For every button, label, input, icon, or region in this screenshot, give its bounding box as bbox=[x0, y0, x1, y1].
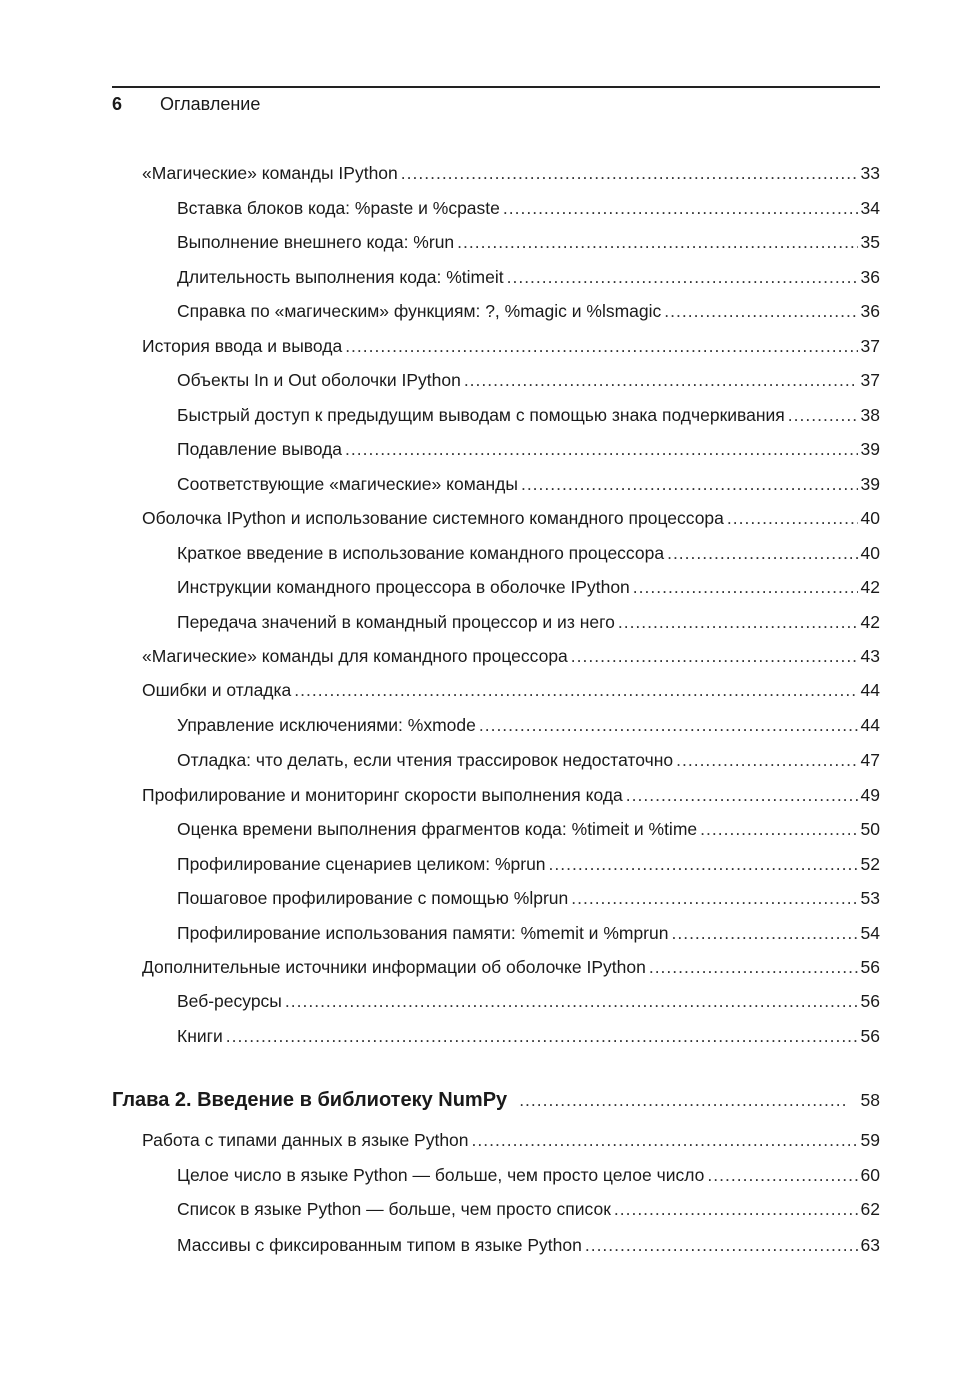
toc-section-entry[interactable] bbox=[142, 782, 880, 808]
toc-entry-page: 56 bbox=[860, 1026, 880, 1046]
dot-leader bbox=[549, 851, 858, 877]
toc-subsection-entry[interactable] bbox=[177, 402, 880, 428]
toc-entry-title: Передача значений в командный процессор и из него bbox=[177, 612, 615, 632]
toc-subsection-entry[interactable] bbox=[177, 1162, 880, 1188]
toc-subsection-entry[interactable] bbox=[177, 1232, 880, 1258]
dot-leader bbox=[345, 436, 858, 462]
dot-leader bbox=[664, 298, 857, 324]
toc-entry-title: Работа с типами данных в языке Python bbox=[142, 1130, 469, 1150]
dot-leader bbox=[345, 333, 857, 359]
toc-entry-page: 59 bbox=[860, 1130, 880, 1150]
toc-entry-page: 35 bbox=[860, 232, 880, 252]
toc-section-entry[interactable] bbox=[142, 643, 880, 669]
toc-entry-page: 40 bbox=[860, 508, 880, 528]
toc-entry-page: 33 bbox=[860, 163, 880, 183]
dot-leader bbox=[503, 195, 858, 221]
toc-entry-page: 44 bbox=[860, 680, 880, 700]
toc-section-entry[interactable] bbox=[142, 954, 880, 980]
toc-entry-title: Подавление вывода bbox=[177, 439, 343, 459]
toc-subsection-entry[interactable] bbox=[177, 851, 880, 877]
toc-subsection-entry[interactable] bbox=[177, 988, 880, 1014]
dot-leader bbox=[618, 609, 858, 635]
toc-entry-page: 39 bbox=[860, 439, 880, 459]
toc-entry-page: 36 bbox=[860, 267, 880, 287]
dot-leader bbox=[727, 505, 858, 531]
toc-subsection-entry[interactable] bbox=[177, 436, 880, 462]
toc-entry-page: 52 bbox=[860, 854, 880, 874]
dot-leader bbox=[671, 920, 857, 946]
toc-subsection-entry[interactable] bbox=[177, 264, 880, 290]
toc-entry-title: Пошаговое профилирование с помощью %lprun bbox=[177, 888, 569, 908]
toc-entry-page: 56 bbox=[860, 991, 880, 1011]
toc-subsection-entry[interactable] bbox=[177, 229, 880, 255]
toc-entry-title: Соответствующие «магические» команды bbox=[177, 474, 518, 494]
toc-entry-title: Профилирование сценариев целиком: %prun bbox=[177, 854, 546, 874]
toc-entry-title: Управление исключениями: %xmode bbox=[177, 715, 476, 735]
dot-leader bbox=[226, 1023, 858, 1049]
toc-entry-title: История ввода и вывода bbox=[142, 336, 343, 356]
dot-leader bbox=[294, 677, 857, 703]
toc-entry-title: Отладка: что делать, если чтения трассировок недостаточно bbox=[177, 750, 674, 770]
toc-section-entry[interactable] bbox=[142, 505, 880, 531]
toc-chapter-title: Глава 2. Введение в библиотеку NumPy bbox=[112, 1089, 508, 1111]
dot-leader bbox=[585, 1232, 858, 1258]
toc-entry-title: Веб-ресурсы bbox=[177, 991, 282, 1011]
toc-entry-title: Выполнение внешнего кода: %run bbox=[177, 232, 455, 252]
toc-entry-title: Краткое введение в использование командного процессора bbox=[177, 543, 665, 563]
toc-entry-page: 37 bbox=[860, 370, 880, 390]
toc-entry-title: «Магические» команды IPython bbox=[142, 163, 398, 183]
dot-leader bbox=[521, 471, 858, 497]
running-head: Оглавление bbox=[160, 94, 261, 114]
dot-leader bbox=[472, 1127, 858, 1153]
page-header bbox=[112, 94, 880, 118]
dot-leader bbox=[614, 1196, 858, 1222]
dot-leader bbox=[571, 885, 857, 911]
toc-entry-title: Быстрый доступ к предыдущим выводам с помощью знака подчеркивания bbox=[177, 405, 785, 425]
dot-leader bbox=[633, 574, 858, 600]
toc-entry-page: 60 bbox=[860, 1165, 880, 1185]
dot-leader bbox=[700, 816, 857, 842]
dot-leader bbox=[479, 712, 858, 738]
header-rule bbox=[112, 86, 880, 88]
toc-entry-title: Длительность выполнения кода: %timeit bbox=[177, 267, 504, 287]
dot-leader bbox=[519, 1085, 848, 1115]
toc-entry-title: Профилирование использования памяти: %memit и %mprun bbox=[177, 923, 669, 943]
toc-entry-page: 42 bbox=[860, 577, 880, 597]
toc-entry-page: 39 bbox=[860, 474, 880, 494]
dot-leader bbox=[571, 643, 858, 669]
dot-leader bbox=[649, 954, 858, 980]
toc-entry-title: Справка по «магическим» функциям: ?, %magic и %lsmagic bbox=[177, 301, 662, 321]
toc-subsection-entry[interactable] bbox=[177, 712, 880, 738]
toc-entry-page: 62 bbox=[860, 1199, 880, 1219]
toc-entry-title: «Магические» команды для командного процессора bbox=[142, 646, 568, 666]
toc-subsection-entry[interactable] bbox=[177, 885, 880, 911]
toc-subsection-entry[interactable] bbox=[177, 540, 880, 566]
dot-leader bbox=[788, 402, 858, 428]
toc-entry-page: 37 bbox=[860, 336, 880, 356]
toc-entry-page: 44 bbox=[860, 715, 880, 735]
dot-leader bbox=[626, 782, 858, 808]
dot-leader bbox=[457, 229, 857, 255]
toc-subsection-entry[interactable] bbox=[177, 195, 880, 221]
toc-entry-page: 54 bbox=[860, 923, 880, 943]
dot-leader bbox=[464, 367, 858, 393]
toc-entry-page: 34 bbox=[860, 198, 880, 218]
toc-entry-page: 50 bbox=[860, 819, 880, 839]
dot-leader bbox=[676, 747, 857, 773]
toc-entry-page: 36 bbox=[860, 301, 880, 321]
toc-entry-page: 40 bbox=[860, 543, 880, 563]
toc-section-entry[interactable] bbox=[142, 333, 880, 359]
toc-entry-title: Инструкции командного процессора в оболочке IPython bbox=[177, 577, 630, 597]
toc-subsection-entry[interactable] bbox=[177, 609, 880, 635]
toc-section-entry[interactable] bbox=[142, 160, 880, 186]
toc-entry-title: Массивы с фиксированным типом в языке Python bbox=[177, 1235, 582, 1255]
toc-entry-title: Вставка блоков кода: %paste и %cpaste bbox=[177, 198, 500, 218]
toc-entry-page: 49 bbox=[860, 785, 880, 805]
toc-entry-title: Профилирование и мониторинг скорости выполнения кода bbox=[142, 785, 623, 805]
toc-entry-page: 38 bbox=[860, 405, 880, 425]
toc-entry-page: 63 bbox=[860, 1235, 880, 1255]
page-number: 6 bbox=[112, 94, 123, 114]
toc-entry-page: 43 bbox=[860, 646, 880, 666]
toc-entry-page: 58 bbox=[860, 1090, 880, 1110]
toc-section-entry[interactable] bbox=[142, 1127, 880, 1153]
toc-entry-title: Книги bbox=[177, 1026, 223, 1046]
toc-entry-page: 53 bbox=[860, 888, 880, 908]
toc-entry-title: Целое число в языке Python — больше, чем просто целое число bbox=[177, 1165, 705, 1185]
dot-leader bbox=[667, 540, 857, 566]
toc-subsection-entry[interactable] bbox=[177, 1196, 880, 1222]
toc-entry-title: Ошибки и отладка bbox=[142, 680, 292, 700]
toc-subsection-entry[interactable] bbox=[177, 1023, 880, 1049]
toc-entry-page: 47 bbox=[860, 750, 880, 770]
dot-leader bbox=[507, 264, 858, 290]
dot-leader bbox=[285, 988, 858, 1014]
dot-leader bbox=[401, 160, 858, 186]
toc-subsection-entry[interactable] bbox=[177, 574, 880, 600]
toc-entry-page: 56 bbox=[860, 957, 880, 977]
toc-entry-title: Объекты In и Out оболочки IPython bbox=[177, 370, 461, 390]
toc-entry-title: Список в языке Python — больше, чем просто список bbox=[177, 1199, 611, 1219]
toc-subsection-entry[interactable] bbox=[177, 471, 880, 497]
toc-entry-page: 42 bbox=[860, 612, 880, 632]
toc-subsection-entry[interactable] bbox=[177, 367, 880, 393]
toc-entry-title: Оценка времени выполнения фрагментов кода: %timeit и %time bbox=[177, 819, 698, 839]
toc-section-entry[interactable] bbox=[142, 677, 880, 703]
toc-chapter-entry[interactable] bbox=[112, 1085, 880, 1115]
toc-subsection-entry[interactable] bbox=[177, 747, 880, 773]
toc-subsection-entry[interactable] bbox=[177, 298, 880, 324]
toc-entry-title: Оболочка IPython и использование системного командного процессора bbox=[142, 508, 724, 528]
toc-subsection-entry[interactable] bbox=[177, 816, 880, 842]
toc-entry-title: Дополнительные источники информации об оболочке IPython bbox=[142, 957, 646, 977]
toc-subsection-entry[interactable] bbox=[177, 920, 880, 946]
dot-leader bbox=[707, 1162, 857, 1188]
